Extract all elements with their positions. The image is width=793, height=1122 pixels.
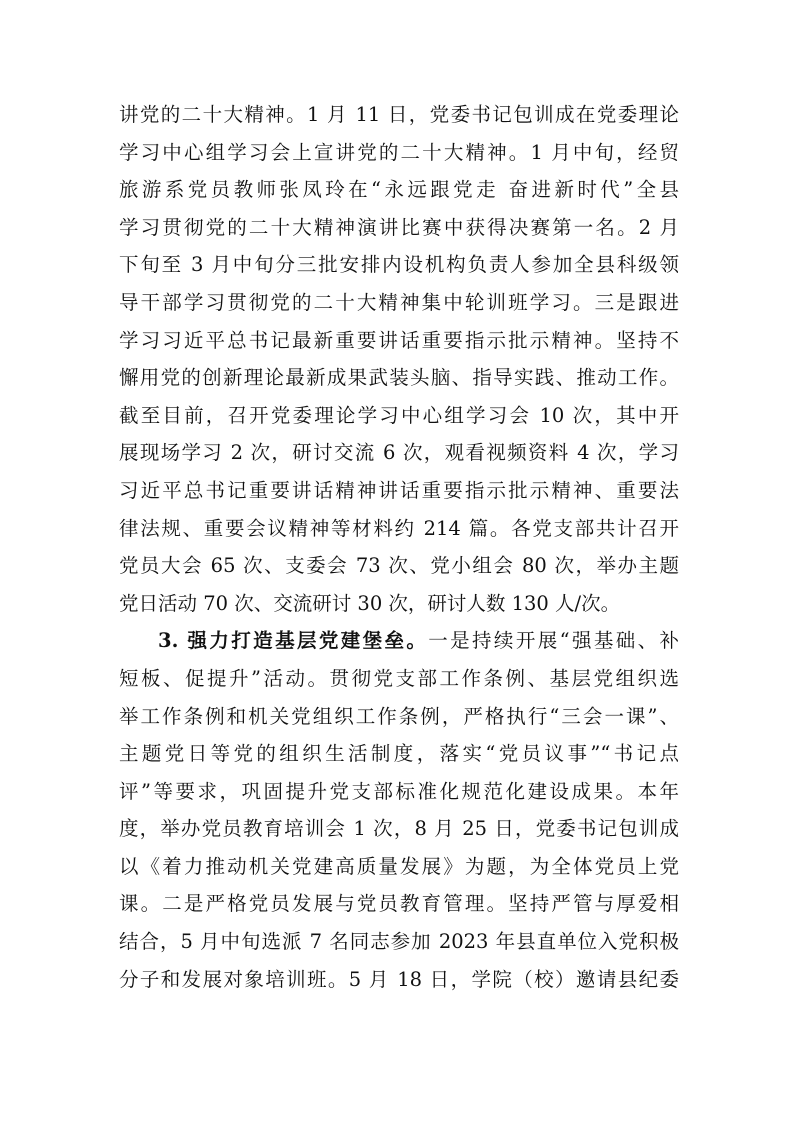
- section-heading: 3. 强力打造基层党建堡垒。: [158, 629, 429, 653]
- text-line: [119, 622, 679, 660]
- text-line: 下旬至 3 月中旬分三批安排内设机构负责人参加全县科级领: [119, 253, 679, 277]
- text-line: 度，举办党员教育培训会 1 次，8 月 25 日，党委书记包训成: [119, 817, 679, 841]
- text-line: 学习习近平总书记最新重要讲话重要指示批示精神。坚持不: [119, 328, 679, 352]
- text-line: 短板、促提升”活动。贯彻党支部工作条例、基层党组织选: [119, 666, 679, 690]
- text-line: 旅游系党员教师张凤玲在“永远跟党走 奋进新时代”全县: [119, 178, 679, 202]
- text-line: 截至目前，召开党委理论学习中心组学习会 10 次，其中开: [119, 403, 679, 427]
- text-line: 展现场学习 2 次，研讨交流 6 次，观看视频资料 4 次，学习: [119, 441, 679, 465]
- text-line: 分子和发展对象培训班。5 月 18 日，学院（校）邀请县纪委: [119, 967, 679, 991]
- body-text: [119, 96, 679, 998]
- text-line: 懈用党的创新理论最新成果武装头脑、指导实践、推动工作。: [119, 366, 679, 390]
- paragraph-2: [119, 622, 679, 998]
- text-line: 导干部学习贯彻党的二十大精神集中轮训班学习。三是跟进: [119, 290, 679, 314]
- text-line: 习近平总书记重要讲话精神讲话重要指示批示精神、重要法: [119, 478, 679, 502]
- text-line: 课。二是严格党员发展与党员教育管理。坚持严管与厚爱相: [119, 892, 679, 916]
- text-line: 主题党日等党的组织生活制度，落实“党员议事”“书记点: [119, 742, 679, 766]
- text-line: 党日活动 70 次、交流研讨 30 次，研讨人数 130 人/次。: [119, 591, 621, 615]
- text-line: 结合，5 月中旬选派 7 名同志参加 2023 年县直单位入党积极: [119, 930, 679, 954]
- heading-line-text: 一是持续开展“强基础、补: [428, 629, 679, 653]
- text-line: 评”等要求，巩固提升党支部标准化规范化建设成果。本年: [119, 779, 679, 803]
- text-line: 举工作条例和机关党组织工作条例，严格执行“三会一课”、: [119, 704, 679, 728]
- text-line: 学习中心组学习会上宣讲党的二十大精神。1 月中旬，经贸: [119, 140, 679, 164]
- text-line: 讲党的二十大精神。1 月 11 日，党委书记包训成在党委理论: [119, 103, 679, 126]
- text-line: 党员大会 65 次、支委会 73 次、党小组会 80 次，举办主题: [119, 554, 679, 578]
- text-line: 律法规、重要会议精神等材料约 214 篇。各党支部共计召开: [119, 516, 679, 540]
- paragraph-1: [119, 96, 679, 622]
- text-line: 以《着力推动机关党建高质量发展》为题，为全体党员上党: [119, 854, 679, 878]
- text-line: 学习贯彻党的二十大精神演讲比赛中获得决赛第一名。2 月: [119, 215, 679, 239]
